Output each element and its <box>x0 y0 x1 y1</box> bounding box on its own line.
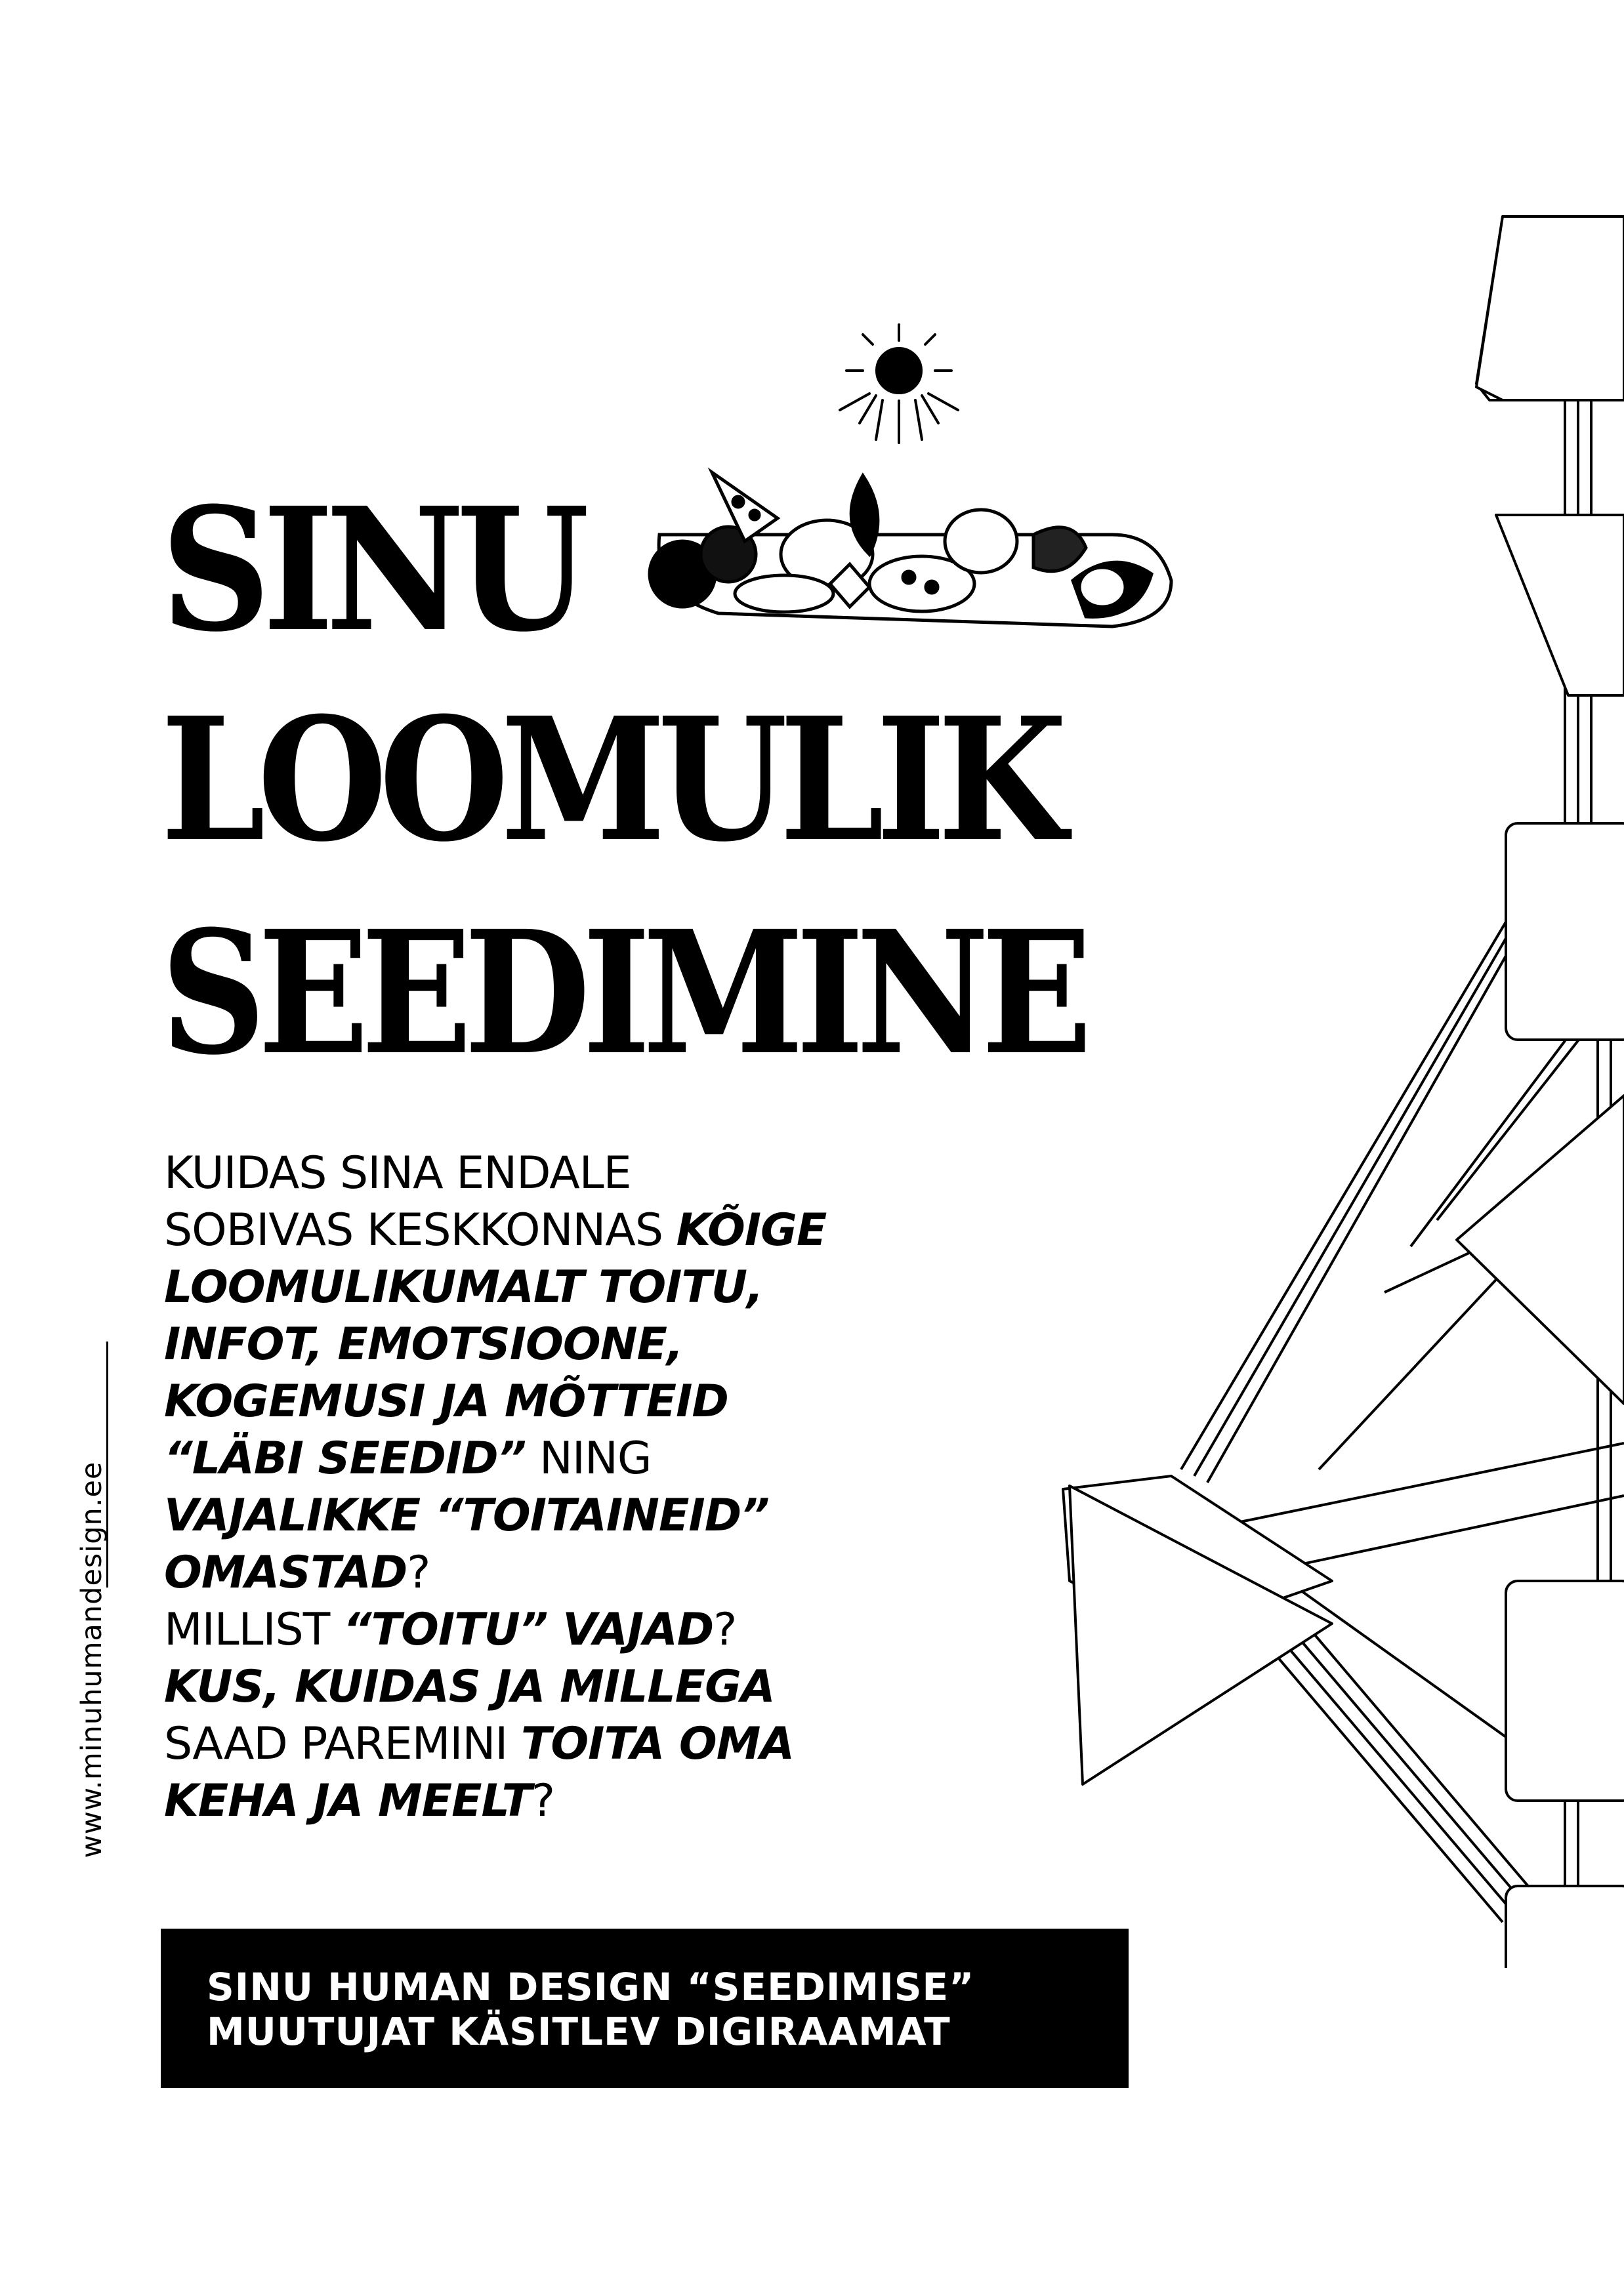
intro-emphasis: KEHA JA MEELT <box>164 1775 531 1827</box>
website-url: www.minuhumandesign.ee <box>75 1461 108 1858</box>
intro-emphasis: INFOT, EMOTSIOONE, <box>164 1319 683 1370</box>
title-line-2: LOOMULIK <box>161 680 1060 879</box>
intro-text: NING <box>526 1433 652 1485</box>
intro-text: ? <box>407 1547 430 1599</box>
intro-text: SOBIVAS KESKKONNAS <box>164 1204 677 1256</box>
intro-text: ? <box>713 1604 737 1656</box>
title-line-3: SEEDIMINE <box>161 893 1085 1092</box>
intro-text: SAAD PAREMINI <box>164 1718 521 1770</box>
intro-paragraph <box>164 1145 1030 1830</box>
human-design-bodygraph <box>1043 184 1624 1968</box>
intro-emphasis: LOOMULIKUMALT TOITU, <box>164 1261 763 1313</box>
intro-emphasis: KUS, KUIDAS JA MILLEGA <box>164 1661 775 1713</box>
intro-emphasis: “TOITU” VAJAD <box>343 1604 714 1656</box>
banner-line-1: SINU HUMAN DESIGN “SEEDIMISE” <box>207 1965 975 2009</box>
intro-emphasis: KÕIGE <box>676 1204 827 1256</box>
intro-text: MILLIST <box>164 1604 343 1656</box>
banner-line-2: MUUTUJAT KÄSITLEV DIGIRAAMAT <box>207 2009 951 2054</box>
intro-emphasis: OMASTAD <box>164 1547 407 1599</box>
subtitle-banner <box>161 1929 1129 2088</box>
intro-emphasis: VAJALIKKE “TOITAINEID” <box>164 1490 769 1542</box>
intro-text: ? <box>531 1775 555 1827</box>
intro-emphasis: KOGEMUSI JA MÕTTEID <box>164 1376 728 1427</box>
intro-emphasis: TOITA OMA <box>520 1718 794 1770</box>
intro-emphasis: “LÄBI SEEDID” <box>164 1433 526 1485</box>
intro-text: KUIDAS SINA ENDALE <box>164 1147 631 1199</box>
title-line-1: SINU <box>161 470 581 669</box>
